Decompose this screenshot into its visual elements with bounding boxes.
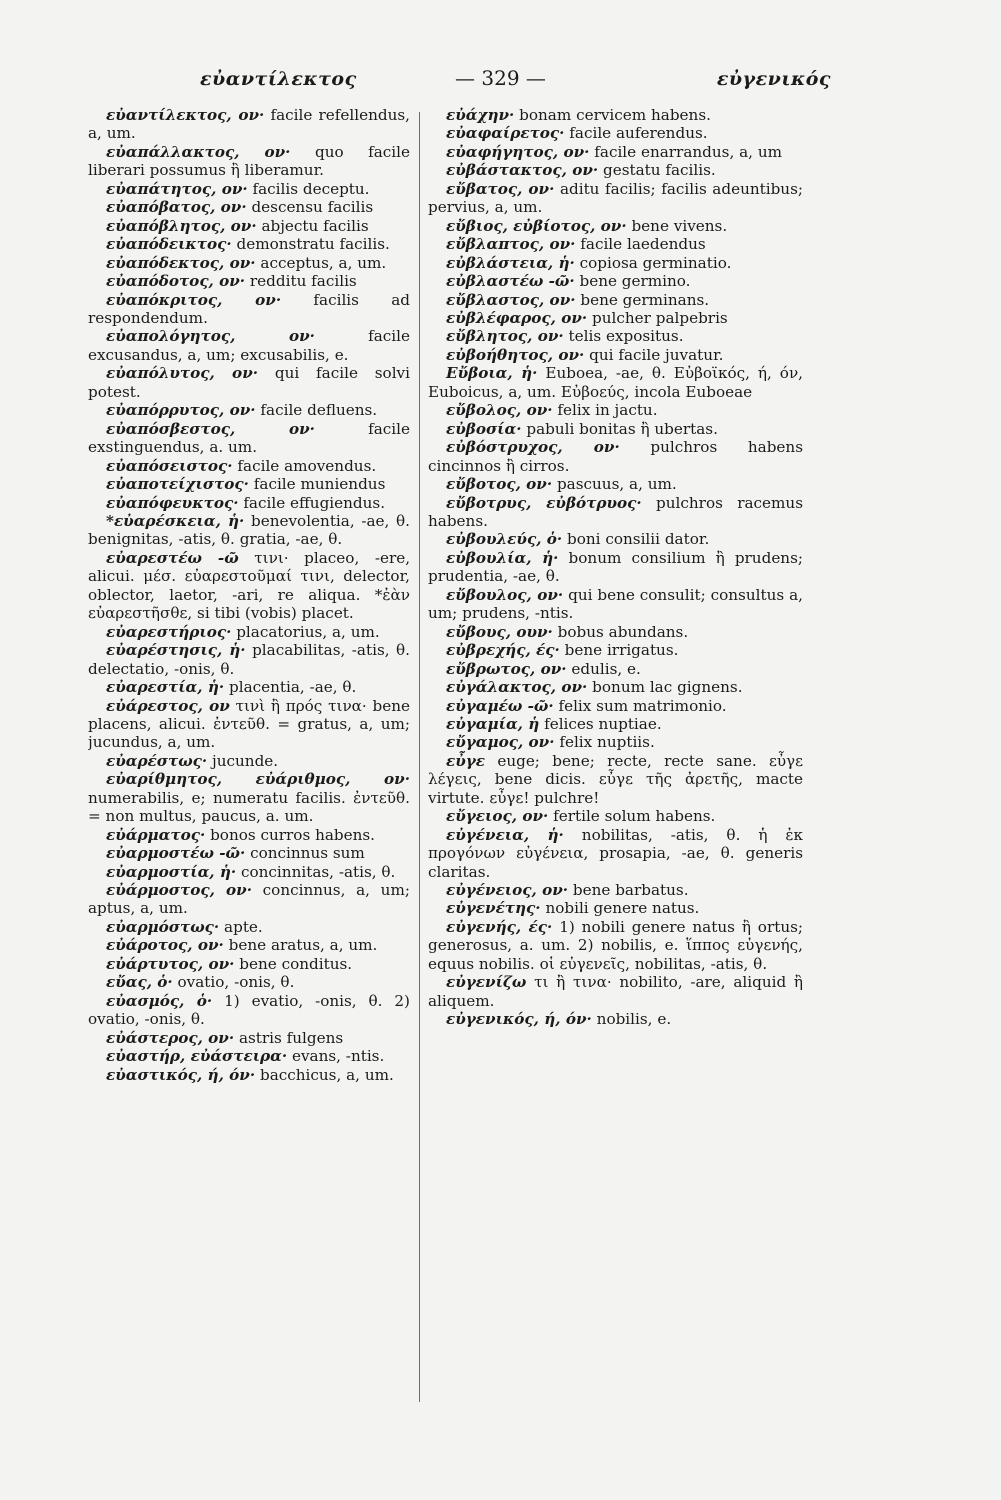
- entry-lemma: εὐγαμία, ἡ: [446, 714, 540, 733]
- entry-lemma: εὐαπόλυτος, ον·: [106, 364, 259, 383]
- entry-lemma: εὐαπόδοτος, ον·: [106, 272, 246, 291]
- entry-lemma: Εὔβοια, ἡ·: [446, 364, 538, 383]
- entry-lemma: εὐβρεχής, ές·: [446, 641, 560, 660]
- entry-definition: bonam cervicem habens.: [519, 106, 711, 124]
- dictionary-entry: [428, 217, 803, 235]
- column-divider: [419, 112, 420, 1402]
- dictionary-entry: [88, 549, 410, 623]
- dictionary-entry: [88, 641, 410, 678]
- entry-lemma: εὐβάστακτος, ον·: [446, 161, 599, 180]
- entry-definition: jucunde.: [212, 751, 279, 770]
- dictionary-entry: [88, 1029, 410, 1047]
- entry-lemma: εὐαρμοστέω -ῶ·: [106, 844, 246, 863]
- dictionary-entry: [428, 346, 803, 364]
- dictionary-entry: [428, 254, 803, 272]
- entry-definition: apte.: [224, 917, 263, 936]
- dictionary-entry: [88, 863, 410, 881]
- entry-definition: copiosa germinatio.: [579, 253, 732, 272]
- entry-lemma: εὔβους, ουν·: [446, 622, 553, 641]
- dictionary-entry: [88, 475, 410, 493]
- dictionary-entry: [428, 697, 803, 715]
- entry-definition: bacchicus, a, um.: [259, 1065, 394, 1084]
- entry-definition: concinnitas, -atis, θ.: [241, 862, 396, 881]
- dictionary-entry: [428, 623, 803, 641]
- entry-lemma: εὐγενέτης·: [446, 899, 541, 918]
- dictionary-entry: [88, 494, 410, 512]
- dictionary-entry: [428, 826, 803, 881]
- entry-lemma: εὐαρέστησις, ἡ·: [106, 641, 246, 660]
- entry-lemma: εὐβουλία, ἡ·: [446, 548, 559, 567]
- entry-lemma: εὐγένεια, ἡ·: [446, 825, 564, 844]
- entry-definition: bene barbatus.: [572, 881, 689, 900]
- entry-definition: aditu facilis; facilis adeuntibus; pervius, a, um.: [428, 179, 803, 217]
- entry-definition: abjectu facilis: [261, 216, 369, 235]
- entry-lemma: εὐβοήθητος, ον·: [446, 345, 585, 364]
- entry-lemma: εὐαρμόστως·: [106, 917, 220, 936]
- entry-lemma: εὐασμός, ὁ·: [106, 991, 213, 1010]
- dictionary-entry: [88, 457, 410, 475]
- entry-lemma: εὔβοτρυς, εὐβότρυος·: [446, 493, 642, 512]
- dictionary-entry: [428, 420, 803, 438]
- entry-lemma: εὔβρωτος, ον·: [446, 659, 567, 678]
- dictionary-entry: [428, 272, 803, 290]
- entry-lemma: εὐαπάλλακτος, ον·: [106, 142, 291, 161]
- entry-definition: bene conditus.: [239, 954, 353, 973]
- dictionary-entry: [88, 697, 410, 752]
- entry-lemma: εὔβλητος, ον·: [446, 327, 564, 346]
- entry-definition: τινὶ ἢ πρός τινα· bene placens, alicui. ἐντεῦθ. = gratus, a, um; jucundus, a, um.: [88, 696, 410, 752]
- entry-lemma: εὐαφήγητος, ον·: [446, 142, 590, 161]
- dictionary-entry: [428, 106, 803, 124]
- entry-definition: nobili genere natus.: [545, 899, 700, 918]
- entry-definition: acceptus, a, um.: [260, 253, 387, 272]
- dictionary-entry: [88, 623, 410, 641]
- entry-definition: facile amovendus.: [237, 456, 377, 475]
- entry-lemma: εὔβιος, εὐβίοτος, ον·: [446, 216, 627, 235]
- dictionary-entry: [88, 291, 410, 328]
- dictionary-entry: [88, 235, 410, 253]
- entry-lemma: εὔγειος, ον·: [446, 807, 549, 826]
- entry-definition: pulchros habens cincinnos ἢ cirros.: [428, 438, 803, 475]
- entry-lemma: εὐγάλακτος, ον·: [446, 678, 588, 697]
- dictionary-entry: [428, 660, 803, 678]
- entry-lemma: εὐβουλεύς, ὁ·: [446, 530, 563, 549]
- dictionary-entry: [88, 401, 410, 419]
- entry-definition: euge; bene; recte, recte sane. εὖγε λέγεις, bene dicis. εὖγε τῆς ἀρετῆς, macte virtute. εὖγε! pulchre!: [428, 751, 803, 807]
- entry-definition: concinnus, a, um; aptus, a, um.: [88, 881, 410, 918]
- entry-definition: boni consilii dator.: [567, 530, 710, 549]
- entry-lemma: εὔας, ὁ·: [106, 973, 173, 992]
- entry-lemma: εὐαπόβλητος, ον·: [106, 216, 257, 235]
- entry-lemma: εὐάροτος, ον·: [106, 936, 224, 955]
- entry-lemma: εὐάρμοστος, ον·: [106, 881, 252, 900]
- entry-definition: felix nuptiis.: [559, 733, 655, 752]
- entry-definition: bene irrigatus.: [564, 641, 679, 660]
- entry-lemma: εὐαπόσειστος·: [106, 456, 233, 475]
- entry-definition: concinnus sum: [250, 844, 365, 863]
- entry-lemma: εὐαστήρ, εὐάστειρα·: [106, 1047, 288, 1066]
- dictionary-entry: [428, 1010, 803, 1028]
- entry-lemma: εὔβουλος, ον·: [446, 585, 564, 604]
- entry-lemma: εὐαποτείχιστος·: [106, 475, 249, 494]
- entry-definition: bene germino.: [579, 272, 691, 291]
- entry-definition: descensu facilis: [251, 198, 374, 217]
- dictionary-entry: [428, 494, 803, 531]
- entry-definition: felix sum matrimonio.: [558, 696, 727, 715]
- entry-definition: bene aratus, a, um.: [228, 936, 378, 955]
- entry-definition: nobilis, e.: [596, 1010, 672, 1029]
- left-column: [88, 106, 410, 1406]
- dictionary-entry: [428, 586, 803, 623]
- entry-definition: facile effugiendus.: [243, 493, 386, 512]
- entry-definition: 1) evatio, -onis, θ. 2) ovatio, -onis, θ.: [88, 991, 410, 1029]
- entry-lemma: εὔβολος, ον·: [446, 401, 553, 420]
- entry-definition: bene vivens.: [631, 216, 728, 235]
- dictionary-entry: [88, 198, 410, 216]
- dictionary-entry: [88, 364, 410, 401]
- entry-lemma: εὐαρίθμητος, εὐάριθμος, ον·: [106, 770, 410, 789]
- entry-definition: τινι· placeo, -ere, alicui. μέσ. εὐαρεστοῦμαί τινι, delector, oblector, laetor, -ari, re aliqua. *ἐὰν εὐαρεστῆσθε, si tibi (vobis) placet.: [88, 548, 410, 623]
- entry-definition: felix in jactu.: [557, 401, 658, 420]
- dictionary-entry: [88, 770, 410, 825]
- entry-definition: benevolentia, -ae, θ. benignitas, -atis, θ. gratia, -ae, θ.: [88, 511, 410, 549]
- dictionary-entry: [428, 180, 803, 217]
- entry-lemma: εὔγαμος, ον·: [446, 733, 555, 752]
- dictionary-entry: [428, 364, 803, 401]
- entry-definition: pulcher palpebris: [592, 308, 728, 327]
- entry-definition: felices nuptiae.: [544, 714, 662, 733]
- dictionary-entry: [88, 180, 410, 198]
- dictionary-entry: [428, 733, 803, 751]
- dictionary-entry: [428, 475, 803, 493]
- dictionary-entry: [428, 438, 803, 475]
- entry-definition: placentia, -ae, θ.: [228, 678, 357, 697]
- dictionary-entry: [428, 327, 803, 345]
- dictionary-entry: [88, 272, 410, 290]
- entry-definition: facilis deceptu.: [252, 179, 370, 198]
- entry-definition: edulis, e.: [571, 659, 641, 678]
- entry-definition: facile laedendus: [580, 235, 706, 254]
- entry-lemma: εὐαπόβατος, ον·: [106, 198, 247, 217]
- entry-lemma: εὐάρτυτος, ον·: [106, 954, 235, 973]
- entry-definition: bene germinans.: [580, 290, 710, 309]
- entry-definition: facile enarrandus, a, um: [594, 142, 783, 161]
- entry-lemma: εὐαπόρρυτος, ον·: [106, 401, 256, 420]
- dictionary-entry: [88, 752, 410, 770]
- entry-definition: astris fulgens: [238, 1028, 344, 1047]
- entry-definition: pascuus, a, um.: [556, 475, 677, 494]
- entry-lemma: εὐβόστρυχος, ον·: [446, 438, 620, 457]
- dictionary-entry: [428, 918, 803, 973]
- dictionary-entry: [428, 973, 803, 1010]
- left-running-headword: εὐαντίλεκτος: [200, 68, 357, 90]
- entry-lemma: εὐγαμέω -ῶ·: [446, 696, 554, 715]
- entry-definition: qui facile solvi potest.: [88, 364, 410, 401]
- entry-definition: telis expositus.: [568, 327, 684, 346]
- entry-definition: numerabilis, e; numeratu facilis. ἐντεῦθ. = non multus, paucus, a. um.: [88, 788, 410, 826]
- entry-lemma: εὐαφαίρετος·: [446, 124, 565, 143]
- dictionary-entry: [428, 899, 803, 917]
- page-header: [0, 62, 1001, 102]
- dictionary-entry: [428, 678, 803, 696]
- entry-lemma: εὐαπόσβεστος, ον·: [106, 419, 315, 438]
- entry-lemma: εὐαπόφευκτος·: [106, 493, 239, 512]
- dictionary-entry: [88, 254, 410, 272]
- entry-lemma: εὐαπολόγητος, ον·: [106, 327, 315, 346]
- entry-lemma: εὐαντίλεκτος, ον·: [106, 106, 265, 124]
- entry-lemma: εὖγε: [446, 751, 486, 770]
- entry-definition: gestatu facilis.: [603, 161, 716, 180]
- dictionary-entry: [88, 1047, 410, 1065]
- dictionary-entry: [428, 881, 803, 899]
- entry-lemma: εὐαρέστως·: [106, 751, 208, 770]
- entry-lemma: εὐβοσία·: [446, 419, 522, 438]
- entry-definition: facile exstinguendus, a. um.: [88, 419, 410, 457]
- dictionary-entry: [88, 678, 410, 696]
- entry-lemma: εὐάρματος·: [106, 825, 206, 844]
- entry-definition: bonum lac gignens.: [592, 678, 743, 697]
- entry-lemma: εὐαπόδεικτος·: [106, 235, 232, 254]
- dictionary-entry: [428, 235, 803, 253]
- entry-lemma: εὐαρεστία, ἡ·: [106, 678, 225, 697]
- entry-definition: ovatio, -onis, θ.: [177, 973, 295, 992]
- entry-definition: facile auferendus.: [569, 124, 708, 143]
- entry-definition: facile defluens.: [260, 401, 378, 420]
- entry-lemma: εὐάστερος, ον·: [106, 1028, 235, 1047]
- entry-lemma: εὐαρμοστία, ἡ·: [106, 862, 237, 881]
- dictionary-entry: [88, 992, 410, 1029]
- entry-definition: Euboea, -ae, θ. Εὐβοϊκός, ή, όν, Euboicus, a, um. Εὐβοεύς, incola Euboeae: [428, 364, 803, 401]
- entry-lemma: εὐαπόκριτος, ον·: [106, 290, 282, 309]
- dictionary-entry: [88, 973, 410, 991]
- entry-definition: nobilitas, -atis, θ. ἡ ἐκ προγόνων εὐγένεια, prosapia, -ae, θ. generis claritas.: [428, 825, 803, 881]
- entry-lemma: εὐβλέφαρος, ον·: [446, 308, 588, 327]
- entry-definition: evans, -ntis.: [291, 1047, 385, 1066]
- entry-definition: bonos curros habens.: [210, 825, 376, 844]
- entry-definition: demonstratu facilis.: [236, 235, 390, 254]
- entry-lemma: εὐαρεστήριος·: [106, 622, 232, 641]
- entry-lemma: εὐγένειος, ον·: [446, 881, 569, 900]
- entry-definition: redditu facilis: [249, 272, 357, 291]
- dictionary-entry: [428, 715, 803, 733]
- entry-lemma: εὐαστικός, ή, όν·: [106, 1065, 256, 1084]
- entry-lemma: *εὐαρέσκεια, ἡ·: [106, 511, 245, 530]
- dictionary-entry: [88, 420, 410, 457]
- entry-lemma: εὐαπάτητος, ον·: [106, 179, 248, 198]
- entry-lemma: εὐβλαστέω -ῶ·: [446, 272, 575, 291]
- dictionary-entry: [428, 161, 803, 179]
- dictionary-entry: [88, 1066, 410, 1084]
- entry-lemma: εὔβατος, ον·: [446, 179, 555, 198]
- dictionary-entry: [428, 530, 803, 548]
- dictionary-entry: [428, 641, 803, 659]
- entry-lemma: εὔβλαστος, ον·: [446, 290, 576, 309]
- dictionary-entry: [88, 918, 410, 936]
- right-column: [428, 106, 803, 1406]
- dictionary-entry: [88, 826, 410, 844]
- dictionary-entry: [88, 327, 410, 364]
- entry-definition: fertile solum habens.: [553, 807, 716, 826]
- dictionary-entry: [88, 106, 410, 143]
- entry-lemma: εὐγενίζω: [446, 973, 527, 992]
- dictionary-entry: [88, 955, 410, 973]
- entry-definition: pabuli bonitas ἢ ubertas.: [526, 419, 718, 438]
- entry-definition: bonum consilium ἢ prudens; prudentia, -ae, θ.: [428, 548, 803, 586]
- dictionary-entry: [88, 217, 410, 235]
- entry-lemma: εὔβλαπτος, ον·: [446, 235, 576, 254]
- entry-definition: facile excusandus, a, um; excusabilis, e.: [88, 327, 410, 364]
- entry-lemma: εὐγενής, ές·: [446, 917, 553, 936]
- entry-definition: facile refellendus, a, um.: [88, 106, 410, 143]
- entry-definition: 1) nobili genere natus ἢ ortus; generosus, a. um. 2) nobilis, e. ἵππος εὐγενής, equus nobilis. οἱ εὐγενεῖς, nobilitas, -atis, θ.: [428, 917, 803, 973]
- entry-lemma: εὐαρεστέω -ῶ: [106, 548, 239, 567]
- dictionary-entry: [88, 143, 410, 180]
- entry-lemma: εὐβλάστεια, ἡ·: [446, 253, 575, 272]
- entry-lemma: εὐγενικός, ή, όν·: [446, 1010, 592, 1029]
- entry-definition: qui bene consulit; consultus a, um; prudens, -ntis.: [428, 585, 803, 623]
- dictionary-entry: [428, 143, 803, 161]
- dictionary-entry: [88, 844, 410, 862]
- right-running-headword: εὐγενικός: [716, 68, 831, 90]
- entry-definition: placatorius, a, um.: [236, 622, 380, 641]
- entry-definition: facilis ad respondendum.: [88, 290, 410, 327]
- dictionary-entry: [428, 807, 803, 825]
- entry-lemma: εὔβοτος, ον·: [446, 475, 553, 494]
- dictionary-entry: [428, 752, 803, 807]
- entry-lemma: εὐάχην·: [446, 106, 515, 124]
- entry-definition: placabilitas, -atis, θ. delectatio, -onis, θ.: [88, 641, 410, 678]
- entry-lemma: εὐαπόδεκτος, ον·: [106, 253, 256, 272]
- entry-definition: pulchros racemus habens.: [428, 493, 803, 530]
- dictionary-entry: [428, 291, 803, 309]
- entry-lemma: εὐάρεστος, ον: [106, 696, 230, 715]
- entry-definition: quo facile liberari possumus ἢ liberamur.: [88, 142, 410, 180]
- entry-definition: facile muniendus: [253, 475, 386, 494]
- dictionary-entry: [88, 881, 410, 918]
- dictionary-entry: [428, 401, 803, 419]
- dictionary-entry: [428, 309, 803, 327]
- entry-definition: bobus abundans.: [557, 622, 689, 641]
- dictionary-entry: [88, 512, 410, 549]
- dictionary-entry: [428, 549, 803, 586]
- entry-definition: qui facile juvatur.: [589, 345, 724, 364]
- page-number: — 329 —: [455, 66, 546, 90]
- entry-definition: τι ἢ τινα· nobilito, -are, aliquid ἢ aliquem.: [428, 973, 803, 1010]
- dictionary-entry: [88, 936, 410, 954]
- dictionary-entry: [428, 124, 803, 142]
